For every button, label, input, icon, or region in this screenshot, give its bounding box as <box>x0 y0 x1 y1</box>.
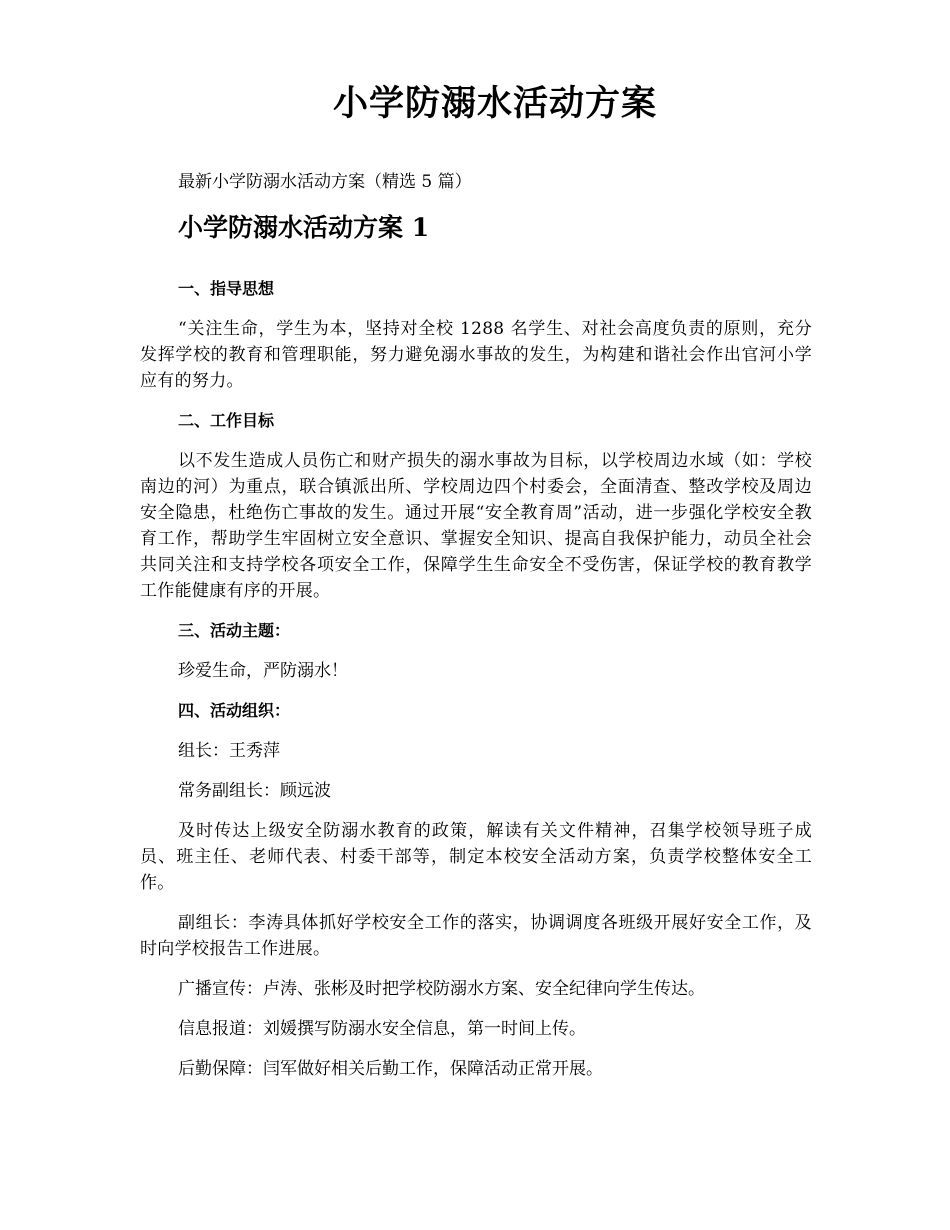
information-reporting: 信息报道：刘媛撰写防溺水安全信息，第一时间上传。 <box>178 1019 586 1039</box>
document-title: 小学防溺水活动方案 <box>332 83 657 124</box>
activity-theme-text: 珍爱生命，严防溺水！ <box>178 661 348 681</box>
heading-activity-organization: 四、活动组织： <box>178 701 291 720</box>
heading-work-goals: 二、工作目标 <box>178 411 275 430</box>
paragraph-deputy-leader: 副组长：李涛具体抓好学校安全工作的落实，协调调度各班级开展好安全工作，及时向学校报告工作进展。 <box>140 913 812 959</box>
section-title: 小学防溺水活动方案 1 <box>178 213 430 242</box>
group-leader: 组长：王秀萍 <box>178 741 280 761</box>
paragraph-work-goals: 以不发生造成人员伤亡和财产损失的溺水事故为目标，以学校周边水域（如：学校南边的河）为重点，联合镇派出所、学校周边四个村委会，全面清查、整改学校及周边安全隐患，杜绝伤亡事故的发生。通过开展“安全教育周”活动，进一步强化学校安全教育工作，帮助学生牢固树立安全意识、掌握安全知识、提高自我保护能力，动员全社会共同关注和支持学校各项安全工作，保障学生生命安全不受伤害，保证学校的教育教学工作能健康有序的开展。 <box>140 451 812 601</box>
document-body <box>140 276 812 1096</box>
paragraph-guiding-ideology: “关注生命，学生为本，坚持对全校 1288 名学生、对社会高度负责的原则，充分发挥学校的教育和管理职能，努力避免溺水事故的发生，为构建和谐社会作出官河小学应有的努力。 <box>140 319 812 391</box>
heading-guiding-ideology: 一、指导思想 <box>178 279 275 298</box>
executive-deputy-leader: 常务副组长：顾远波 <box>178 781 331 801</box>
document-subtitle: 最新小学防溺水活动方案（精选 5 篇） <box>178 172 472 192</box>
broadcast-publicity: 广播宣传：卢涛、张彬及时把学校防溺水方案、安全纪律向学生传达。 <box>178 979 705 999</box>
heading-activity-theme: 三、活动主题： <box>178 621 291 640</box>
logistics-support: 后勤保障：闫军做好相关后勤工作，保障活动正常开展。 <box>178 1059 603 1079</box>
paragraph-leader-duties: 及时传达上级安全防溺水教育的政策，解读有关文件精神，召集学校领导班子成员、班主任、老师代表、村委干部等，制定本校安全活动方案，负责学校整体安全工作。 <box>140 821 812 893</box>
